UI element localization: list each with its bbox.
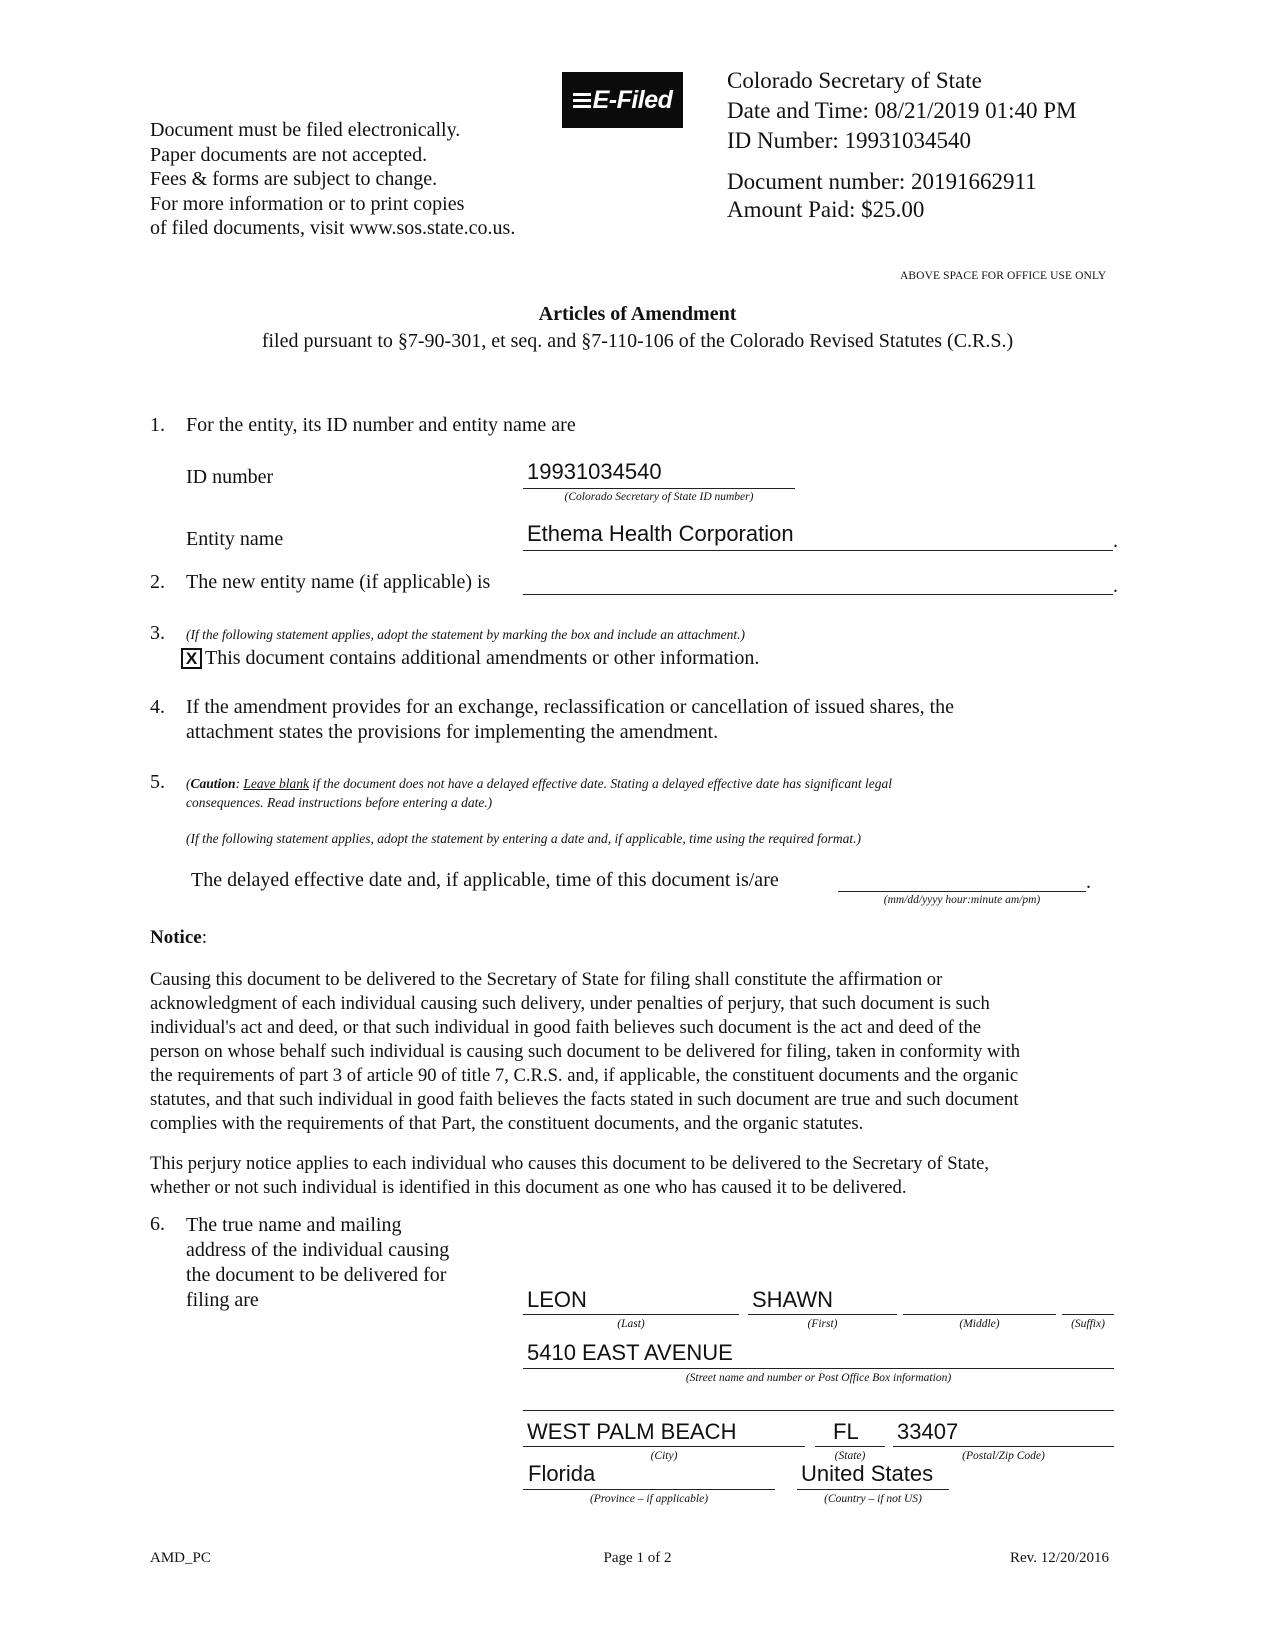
- document-subtitle: filed pursuant to §7-90-301, et seq. and §7-110-106 of the Colorado Revised Statutes (C.R.S.): [261, 330, 1014, 352]
- item-number: 1.: [150, 414, 165, 436]
- additional-amendments-checkbox[interactable]: X: [181, 648, 202, 669]
- item-number: 6.: [150, 1213, 165, 1235]
- date-time: Date and Time: 08/21/2019 01:40 PM: [727, 98, 1077, 123]
- street-field[interactable]: 5410 EAST AVENUE: [527, 1340, 733, 1365]
- amount-paid: Amount Paid: $25.00: [727, 197, 925, 222]
- document-number: Document number: 20191662911: [727, 169, 1037, 194]
- province-field[interactable]: Florida: [528, 1461, 596, 1486]
- form-code: AMD_PC: [150, 1550, 211, 1566]
- instruction-line: Fees & forms are subject to change.: [150, 168, 438, 190]
- item3-instruction: (If the following statement applies, adopt the statement by marking the box and include an attachment.): [186, 627, 746, 642]
- notice-paragraph-2: [150, 1152, 1130, 1200]
- notice-line: This perjury notice applies to each individual who causes this document to be delivered to the Secretary of State,: [150, 1153, 990, 1174]
- item4-line: If the amendment provides for an exchange, reclassification or cancellation of issued shares, the: [186, 696, 955, 718]
- notice-line: the requirements of part 3 of article 90 of title 7, C.R.S. and, if applicable, the constituent documents and the organic: [150, 1065, 1019, 1086]
- middle-name-underline: [903, 1314, 1056, 1315]
- e-filed-logo: [562, 72, 683, 128]
- caution-line2: consequences. Read instructions before entering a date.): [186, 795, 493, 810]
- delayed-date-underline: [838, 891, 1086, 892]
- country-underline: [797, 1489, 949, 1490]
- revision-date: Rev. 12/20/2016: [1010, 1550, 1110, 1566]
- last-name-caption: (Last): [617, 1318, 645, 1330]
- speed-lines-icon: [573, 90, 591, 111]
- item-number: 3.: [150, 622, 165, 644]
- item6-line: address of the individual causing: [186, 1239, 450, 1261]
- period: .: [1113, 575, 1118, 597]
- id-number-underline: [523, 488, 795, 489]
- state-field[interactable]: FL: [833, 1419, 859, 1444]
- notice-line: complies with the requirements of that Part, the constituent documents, and the organic statutes.: [150, 1113, 864, 1134]
- notice-colon: :: [201, 927, 207, 948]
- document-title: Articles of Amendment: [538, 303, 737, 325]
- middle-name-caption: (Middle): [959, 1318, 1000, 1330]
- first-name-caption: (First): [807, 1318, 838, 1330]
- entity-name-field[interactable]: Ethema Health Corporation: [527, 521, 794, 546]
- instruction-line: Paper documents are not accepted.: [150, 143, 428, 166]
- caution-label: Caution: [190, 776, 236, 791]
- city-caption: (City): [650, 1450, 678, 1462]
- first-name-field[interactable]: SHAWN: [752, 1287, 834, 1312]
- notice-line: acknowledgment of each individual causing such delivery, under penalties of perjury, that such document is such: [150, 993, 990, 1014]
- first-name-underline: [748, 1314, 897, 1315]
- street-caption: (Street name and number or Post Office Box information): [685, 1372, 952, 1384]
- notice-line: whether or not such individual is identified in this document as one who has caused it to be delivered.: [150, 1177, 907, 1198]
- period: .: [1086, 871, 1091, 893]
- notice-line: statutes, and that such individual in good faith believes the facts stated in such document are true and such document: [150, 1089, 1019, 1110]
- caution-rest: if the document does not have a delayed effective date. Stating a delayed effective date has significant legal: [309, 776, 892, 791]
- item5-text: The delayed effective date and, if applicable, time of this document is/are: [191, 869, 779, 891]
- id-number: ID Number: 19931034540: [727, 128, 972, 153]
- filing-stamp: [727, 66, 1077, 156]
- suffix-caption: (Suffix): [1071, 1318, 1105, 1330]
- item6-line: filing are: [186, 1289, 259, 1311]
- id-number-caption: (Colorado Secretary of State ID number): [564, 491, 754, 503]
- caution-colon: :: [235, 776, 244, 791]
- filing-instructions: [150, 118, 515, 241]
- new-entity-name-underline: [523, 594, 1113, 595]
- state-underline: [815, 1446, 885, 1447]
- notice-label: Notice: [150, 927, 202, 948]
- entity-name-label: Entity name: [186, 528, 284, 550]
- delayed-date-caption: (mm/dd/yyyy hour:minute am/pm): [883, 894, 1041, 906]
- logo-text: E-Filed: [592, 85, 673, 114]
- notice-line: Causing this document to be delivered to the Secretary of State for filing shall constitute the affirmation or: [150, 969, 943, 990]
- instruction-line: For more information or to print copies: [150, 192, 465, 215]
- last-name-underline: [523, 1314, 739, 1315]
- item-number: 4.: [150, 696, 165, 718]
- zip-underline: [893, 1446, 1114, 1447]
- office-use-label: ABOVE SPACE FOR OFFICE USE ONLY: [900, 270, 1107, 282]
- instruction-line: Document must be filed electronically.: [150, 119, 461, 141]
- street-underline: [523, 1368, 1114, 1369]
- item6-text: [186, 1213, 449, 1313]
- filing-receipt: [727, 168, 1037, 224]
- instruction-line: of filed documents, visit www.sos.state.co.us.: [150, 217, 516, 239]
- province-caption: (Province – if applicable): [589, 1493, 709, 1505]
- id-number-label: ID number: [186, 466, 274, 488]
- city-field[interactable]: WEST PALM BEACH: [527, 1419, 737, 1444]
- item1-text: For the entity, its ID number and entity name are: [186, 414, 576, 436]
- caution-open: (: [186, 776, 191, 791]
- city-underline: [523, 1446, 805, 1447]
- item6-line: The true name and mailing: [186, 1214, 402, 1236]
- item4-line: attachment states the provisions for implementing the amendment.: [186, 721, 719, 743]
- country-caption: (Country – if not US): [824, 1493, 922, 1505]
- street-line2-underline: [523, 1410, 1114, 1411]
- state-caption: (State): [834, 1450, 866, 1462]
- province-underline: [523, 1489, 775, 1490]
- item5-instruction: (If the following statement applies, adopt the statement by entering a date and, if applicable, time using the required format.): [186, 831, 862, 846]
- item3-text: This document contains additional amendments or other information.: [205, 647, 760, 669]
- last-name-field[interactable]: LEON: [527, 1287, 587, 1312]
- office-name: Colorado Secretary of State: [727, 68, 982, 93]
- notice-line: individual's act and deed, or that such individual in good faith believes such document is the act and deed of the: [150, 1017, 982, 1038]
- notice-paragraph-1: [150, 968, 1130, 1136]
- suffix-underline: [1062, 1314, 1114, 1315]
- caution-note: [186, 776, 892, 792]
- zip-caption: (Postal/Zip Code): [962, 1450, 1045, 1462]
- notice-line: person on whose behalf such individual is causing such document to be delivered for filing, taken in conformity with: [150, 1041, 1021, 1062]
- zip-field[interactable]: 33407: [897, 1419, 959, 1444]
- notice-heading: [150, 927, 207, 949]
- leave-blank-text: Leave blank: [243, 776, 310, 791]
- id-number-field[interactable]: 19931034540: [527, 459, 662, 484]
- item2-text: The new entity name (if applicable) is: [186, 571, 491, 593]
- item-number: 5.: [150, 771, 165, 793]
- page-number: Page 1 of 2: [603, 1550, 672, 1566]
- period: .: [1113, 530, 1118, 552]
- entity-name-underline: [523, 550, 1113, 551]
- item6-line: the document to be delivered for: [186, 1264, 447, 1286]
- item-number: 2.: [150, 571, 165, 593]
- country-field[interactable]: United States: [801, 1461, 934, 1486]
